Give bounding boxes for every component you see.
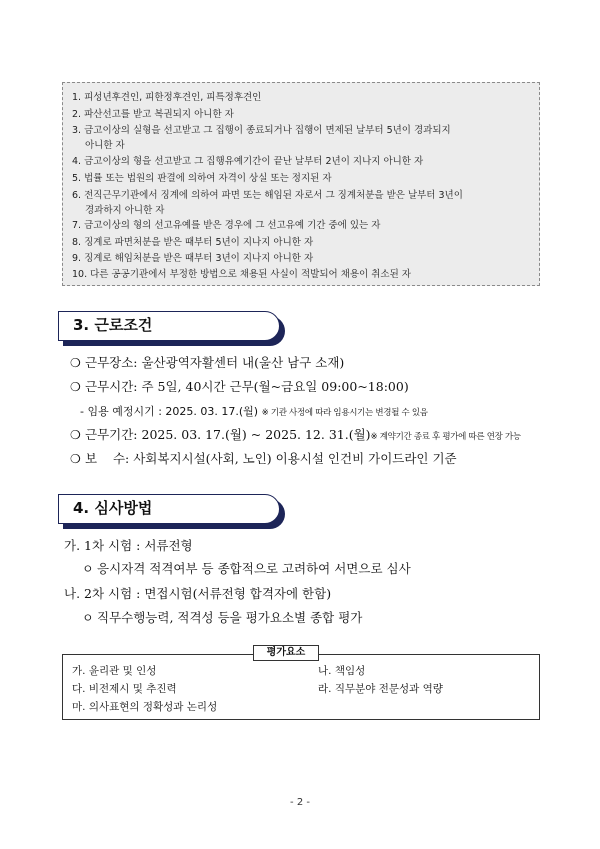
bullet-icon: ㅇ — [82, 562, 94, 576]
evaluation-item: 가. 윤리관 및 인성 — [72, 665, 157, 677]
list-item: 10. 다른 공공기관에서 부정한 방법으로 채용된 사실이 적발되어 채용이 취소된 자 — [72, 269, 411, 280]
section-title-screening-method: 4. 심사방법 — [58, 494, 280, 524]
list-item: 9. 징계로 해임처분을 받은 때부터 3년이 지나지 아니한 자 — [72, 253, 314, 264]
period-note: ※ 계약기간 종료 후 평가에 따른 연장 가능 — [370, 432, 521, 442]
page-number: - 2 - — [290, 797, 310, 808]
second-round-desc: ㅇ 직무수행능력, 적격성 등을 평가요소별 종합 평가 — [82, 610, 363, 625]
list-item: 5. 법률 또는 법원의 판결에 의하여 자격이 상실 또는 정지된 자 — [72, 173, 332, 184]
appointment-note: ※ 기관 사정에 따라 임용시기는 변경될 수 있음 — [261, 408, 428, 418]
list-item: 2. 파산선고를 받고 복권되지 아니한 자 — [72, 109, 234, 120]
evaluation-item: 다. 비전제시 및 추진력 — [72, 683, 177, 695]
appointment-line: - 임용 예정시기 : 2025. 03. 17.(월) ※ 기관 사정에 따라 임용시기는 변경될 수 있음 — [80, 405, 428, 418]
bullet-icon: ㅇ — [82, 611, 94, 625]
period-line: ❍ 근무기간: 2025. 03. 17.(월) ~ 2025. 12. 31.(월)※ 계약기간 종료 후 평가에 따른 연장 가능 — [70, 427, 521, 442]
list-item: 1. 피성년후견인, 피한정후견인, 피특정후견인 — [72, 92, 262, 103]
list-item: 8. 징계로 파면처분을 받은 때부터 5년이 지나지 아니한 자 — [72, 237, 314, 248]
evaluation-item: 나. 책임성 — [318, 665, 366, 677]
evaluation-item: 마. 의사표현의 정확성과 논리성 — [72, 701, 218, 713]
evaluation-item: 라. 직무분야 전문성과 역량 — [318, 683, 443, 695]
workplace-line: ❍ 근무장소: 울산광역자활센터 내(울산 남구 소재) — [70, 355, 345, 370]
section-title-working-conditions: 3. 근로조건 — [58, 311, 280, 341]
evaluation-title: 평가요소 — [253, 645, 319, 661]
list-item: 4. 금고이상의 형을 선고받고 그 집행유예기간이 끝난 날부터 2년이 지나지 아니한 자 — [72, 156, 424, 167]
bullet-icon: ❍ — [70, 428, 81, 442]
bullet-icon: ❍ — [70, 356, 81, 370]
list-item: 3. 금고이상의 실형을 선고받고 그 집행이 종료되거나 집행이 면제된 날부터 5년이 경과되지 아니한 자 — [72, 125, 451, 151]
first-round-desc: ㅇ 응시자격 적격여부 등 종합적으로 고려하여 서면으로 심사 — [82, 561, 411, 576]
second-round-line: 나. 2차 시험 : 면접시험(서류전형 합격자에 한함) — [64, 586, 332, 601]
pay-line: ❍ 보 수: 사회복지시설(사회, 노인) 이용시설 인건비 가이드라인 기준 — [70, 451, 457, 466]
list-item: 6. 전직근무기관에서 징계에 의하여 파면 또는 해임된 자로서 그 징계처분을 받은 날부터 3년이 경과하지 아니한 자 — [72, 190, 463, 216]
bullet-icon: ❍ — [70, 452, 81, 466]
list-item: 7. 금고이상의 형의 선고유예를 받은 경우에 그 선고유예 기간 중에 있는 자 — [72, 220, 381, 231]
hours-line: ❍ 근무시간: 주 5일, 40시간 근무(월~금요일 09:00~18:00) — [70, 379, 409, 394]
first-round-line: 가. 1차 시험 : 서류전형 — [64, 538, 193, 553]
bullet-icon: ❍ — [70, 380, 81, 394]
